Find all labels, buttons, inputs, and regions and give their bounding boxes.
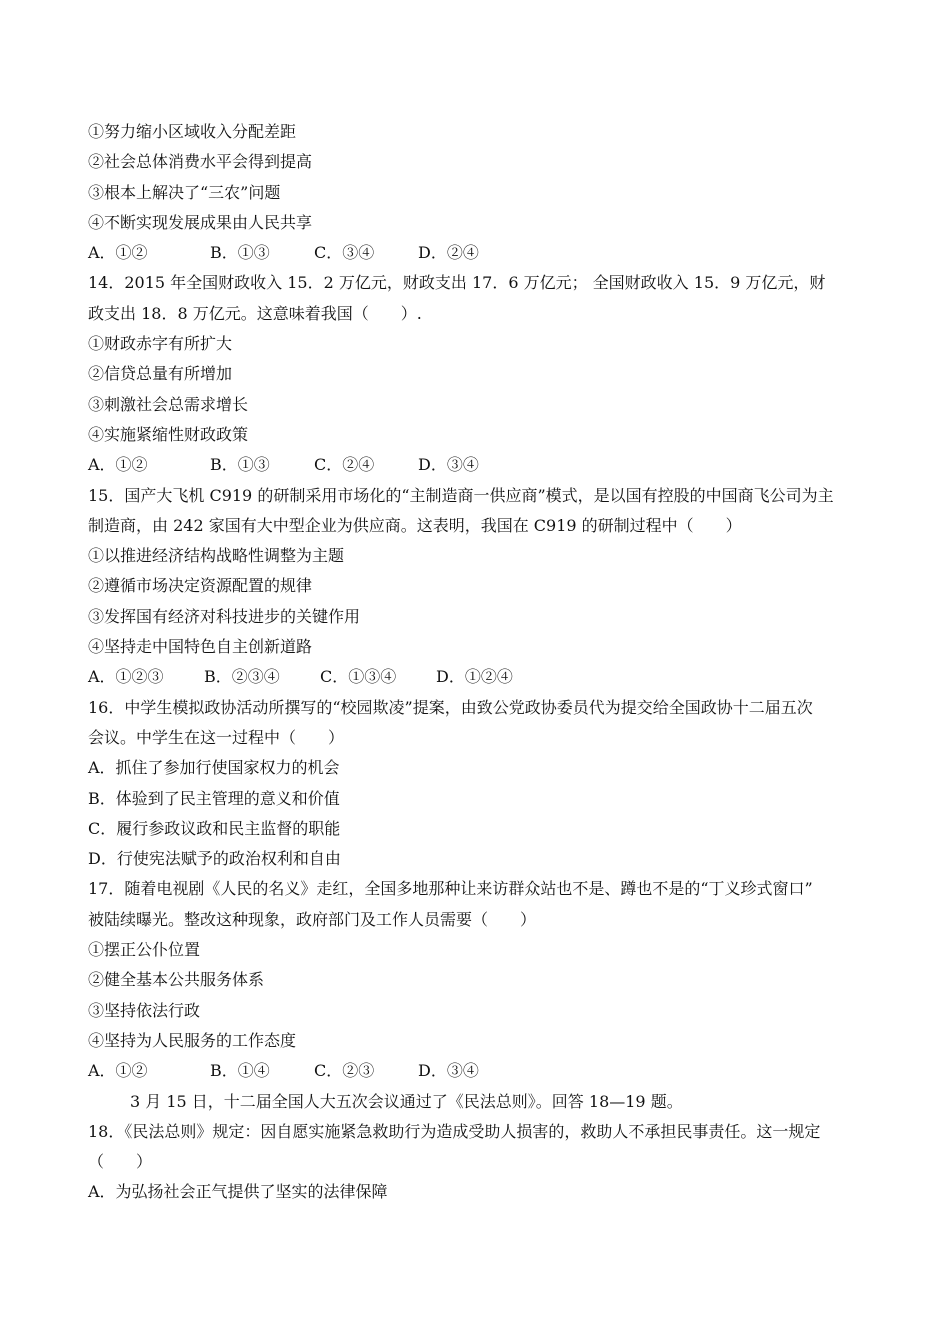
q17-options bbox=[88, 1056, 868, 1086]
q14-option-c: C．②④ bbox=[314, 455, 375, 475]
q14-item-1: ①财政赤字有所扩大 bbox=[88, 334, 233, 354]
q16-option-a: A．抓住了参加行使国家权力的机会 bbox=[88, 758, 340, 778]
q13-option-c: C．③④ bbox=[314, 243, 375, 263]
q14-options bbox=[88, 450, 868, 480]
q17-item-3: ③坚持依法行政 bbox=[88, 1000, 201, 1020]
q13-options bbox=[88, 238, 868, 268]
q17-option-d: D．③④ bbox=[418, 1061, 479, 1081]
q17-option-b: B．①④ bbox=[210, 1061, 270, 1081]
q17-stem-line-2: 被陆续曝光。整改这种现象，政府部门及工作人员需要（ ） bbox=[88, 909, 537, 929]
q15-option-c: C．①③④ bbox=[320, 667, 397, 687]
q15-item-3: ③发挥国有经济对科技进步的关键作用 bbox=[88, 606, 361, 626]
q13-item-2: ②社会总体消费水平会得到提高 bbox=[88, 152, 313, 172]
q15-item-2: ②遵循市场决定资源配置的规律 bbox=[88, 576, 313, 596]
q14-item-2: ②信贷总量有所增加 bbox=[88, 364, 233, 384]
q14-option-b: B．①③ bbox=[210, 455, 270, 475]
q15-stem-line-1: 15．国产大飞机 C919 的研制采用市场化的“主制造商一供应商”模式，是以国有控股的中国商飞公司为主 bbox=[88, 485, 834, 505]
q17-item-4: ④坚持为人民服务的工作态度 bbox=[88, 1030, 297, 1050]
q16-option-b: B．体验到了民主管理的意义和价值 bbox=[88, 788, 340, 808]
q14-item-4: ④实施紧缩性财政政策 bbox=[88, 424, 249, 444]
q14-option-a: A．①② bbox=[88, 455, 148, 475]
q13-item-4: ④不断实现发展成果由人民共享 bbox=[88, 212, 313, 232]
q14-item-3: ③刺激社会总需求增长 bbox=[88, 394, 249, 414]
q14-option-d: D．③④ bbox=[418, 455, 479, 475]
q13-option-d: D．②④ bbox=[418, 243, 479, 263]
q17-item-2: ②健全基本公共服务体系 bbox=[88, 970, 265, 990]
q15-option-a: A．①②③ bbox=[88, 667, 164, 687]
q16-option-d: D．行使宪法赋予的政治权利和自由 bbox=[88, 849, 341, 869]
q15-option-b: B．②③④ bbox=[204, 667, 280, 687]
q13-item-3: ③根本上解决了“三农”问题 bbox=[88, 182, 281, 202]
q17-stem-line-1: 17．随着电视剧《人民的名义》走红，全国多地那种让来访群众站也不是、蹲也不是的“丁义珍式窗口” bbox=[88, 879, 813, 899]
q16-stem-line-2: 会议。中学生在这一过程中（ ） bbox=[88, 727, 345, 747]
q13-option-a: A．①② bbox=[88, 243, 148, 263]
q16-stem-line-1: 16．中学生模拟政协活动所撰写的“校园欺凌”提案，由致公党政协委员代为提交给全国政协十二届五次 bbox=[88, 697, 813, 717]
q18-stem-line-1: 18．《民法总则》规定：因自愿实施紧急救助行为造成受助人损害的，救助人不承担民事责任。这一规定 bbox=[88, 1121, 821, 1141]
q17-option-c: C．②③ bbox=[314, 1061, 375, 1081]
q17-item-1: ①摆正公仆位置 bbox=[88, 940, 201, 960]
q15-item-1: ①以推进经济结构战略性调整为主题 bbox=[88, 546, 345, 566]
q14-stem-line-1: 14．2015 年全国财政收入 15．2 万亿元，财政支出 17．6 万亿元； 全国财政收入 15．9 万亿元，财 bbox=[88, 273, 826, 293]
q16-option-c: C．履行参政议政和民主监督的职能 bbox=[88, 818, 341, 838]
q18-option-a: A．为弘扬社会正气提供了坚实的法律保障 bbox=[88, 1182, 388, 1202]
q18-stem-line-2: （ ） bbox=[88, 1152, 153, 1172]
q14-stem-line-2: 政支出 18．8 万亿元。这意味着我国（ ）. bbox=[88, 303, 422, 323]
q15-stem-line-2: 制造商，由 242 家国有大中型企业为供应商。这表明，我国在 C919 的研制过程中（ ） bbox=[88, 515, 742, 535]
q13-option-b: B．①③ bbox=[210, 243, 270, 263]
q13-item-1: ①努力缩小区域收入分配差距 bbox=[88, 122, 297, 141]
q15-option-d: D．①②④ bbox=[436, 667, 513, 687]
q15-item-4: ④坚持走中国特色自主创新道路 bbox=[88, 637, 313, 657]
q15-options bbox=[88, 662, 868, 692]
q18-19-intro: 3 月 15 日，十二届全国人大五次会议通过了《民法总则》。回答 18—19 题。 bbox=[130, 1091, 683, 1111]
q17-option-a: A．①② bbox=[88, 1061, 148, 1081]
page-content bbox=[88, 117, 868, 1208]
